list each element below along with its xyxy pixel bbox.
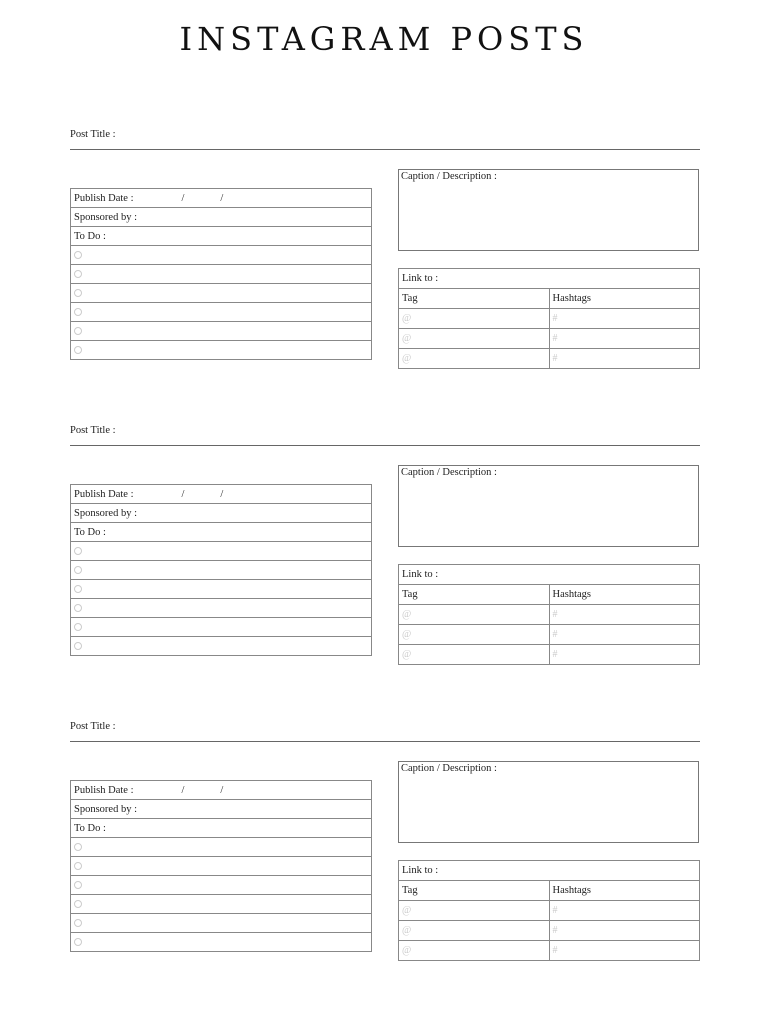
post-title-field[interactable] bbox=[70, 721, 700, 742]
post-title-label: Post Title : bbox=[70, 129, 116, 140]
circle-icon[interactable] bbox=[74, 308, 82, 316]
tag-header: Tag bbox=[399, 585, 550, 605]
link-to-label: Link to : bbox=[402, 569, 439, 580]
hash-icon: # bbox=[552, 945, 558, 956]
todo-item[interactable] bbox=[71, 838, 372, 857]
caption-label: Caption / Description : bbox=[401, 171, 497, 182]
date-separator: / bbox=[181, 784, 185, 796]
publish-date-field[interactable] bbox=[71, 189, 372, 208]
hashtags-header: Hashtags bbox=[549, 881, 700, 901]
circle-icon[interactable] bbox=[74, 642, 82, 650]
at-icon: @ bbox=[402, 609, 412, 620]
sponsored-by-label: Sponsored by : bbox=[74, 211, 137, 223]
hashtag-item[interactable] bbox=[549, 349, 700, 369]
todo-item[interactable] bbox=[71, 599, 372, 618]
at-icon: @ bbox=[402, 945, 412, 956]
sponsored-by-label: Sponsored by : bbox=[74, 507, 137, 519]
at-icon: @ bbox=[402, 905, 412, 916]
at-icon: @ bbox=[402, 313, 412, 324]
circle-icon[interactable] bbox=[74, 270, 82, 278]
circle-icon[interactable] bbox=[74, 623, 82, 631]
to-do-label: To Do : bbox=[74, 526, 106, 538]
todo-item[interactable] bbox=[71, 284, 372, 303]
hash-icon: # bbox=[552, 353, 558, 364]
link-to-label: Link to : bbox=[402, 865, 439, 876]
caption-box[interactable] bbox=[398, 169, 699, 251]
todo-item[interactable] bbox=[71, 618, 372, 637]
circle-icon[interactable] bbox=[74, 289, 82, 297]
page-title: INSTAGRAM POSTS bbox=[179, 20, 589, 58]
caption-label: Caption / Description : bbox=[401, 467, 497, 478]
caption-label: Caption / Description : bbox=[401, 763, 497, 774]
hash-icon: # bbox=[552, 925, 558, 936]
post-block-2 bbox=[0, 425, 768, 731]
todo-item[interactable] bbox=[71, 914, 372, 933]
hashtag-item[interactable] bbox=[549, 625, 700, 645]
post-block-3 bbox=[0, 721, 768, 1027]
publish-date-field[interactable] bbox=[71, 781, 372, 800]
at-icon: @ bbox=[402, 649, 412, 660]
date-separator: / bbox=[220, 488, 224, 500]
post-details-table bbox=[70, 484, 372, 656]
at-icon: @ bbox=[402, 925, 412, 936]
publish-date-field[interactable] bbox=[71, 485, 372, 504]
todo-item[interactable] bbox=[71, 303, 372, 322]
link-to-field[interactable] bbox=[399, 269, 700, 289]
hashtag-item[interactable] bbox=[549, 645, 700, 665]
hash-icon: # bbox=[552, 609, 558, 620]
hash-icon: # bbox=[552, 333, 558, 344]
tag-item[interactable] bbox=[399, 901, 550, 921]
link-to-label: Link to : bbox=[402, 273, 439, 284]
post-title-field[interactable] bbox=[70, 129, 700, 150]
post-block-1 bbox=[0, 129, 768, 435]
hashtag-item[interactable] bbox=[549, 921, 700, 941]
tag-item[interactable] bbox=[399, 605, 550, 625]
sponsored-by-field[interactable] bbox=[71, 504, 372, 523]
todo-item[interactable] bbox=[71, 542, 372, 561]
post-title-label: Post Title : bbox=[70, 425, 116, 436]
tag-item[interactable] bbox=[399, 309, 550, 329]
post-details-table bbox=[70, 780, 372, 952]
caption-box[interactable] bbox=[398, 761, 699, 843]
hash-icon: # bbox=[552, 649, 558, 660]
circle-icon[interactable] bbox=[74, 900, 82, 908]
publish-date-label: Publish Date : bbox=[74, 192, 134, 204]
todo-item[interactable] bbox=[71, 933, 372, 952]
todo-item[interactable] bbox=[71, 561, 372, 580]
to-do-header bbox=[71, 819, 372, 838]
to-do-header bbox=[71, 523, 372, 542]
todo-item[interactable] bbox=[71, 895, 372, 914]
at-icon: @ bbox=[402, 333, 412, 344]
tag-item[interactable] bbox=[399, 921, 550, 941]
hashtag-item[interactable] bbox=[549, 605, 700, 625]
to-do-label: To Do : bbox=[74, 230, 106, 242]
hashtags-header: Hashtags bbox=[549, 289, 700, 309]
post-title-label: Post Title : bbox=[70, 721, 116, 732]
date-separator: / bbox=[181, 488, 185, 500]
post-title-field[interactable] bbox=[70, 425, 700, 446]
circle-icon[interactable] bbox=[74, 604, 82, 612]
tag-item[interactable] bbox=[399, 941, 550, 961]
hashtag-item[interactable] bbox=[549, 941, 700, 961]
todo-item[interactable] bbox=[71, 322, 372, 341]
link-to-field[interactable] bbox=[399, 565, 700, 585]
circle-icon[interactable] bbox=[74, 585, 82, 593]
todo-item[interactable] bbox=[71, 637, 372, 656]
link-tags-table bbox=[398, 268, 700, 369]
tag-item[interactable] bbox=[399, 645, 550, 665]
date-separator: / bbox=[181, 192, 185, 204]
to-do-header bbox=[71, 227, 372, 246]
hashtag-item[interactable] bbox=[549, 901, 700, 921]
sponsored-by-label: Sponsored by : bbox=[74, 803, 137, 815]
tag-item[interactable] bbox=[399, 329, 550, 349]
hash-icon: # bbox=[552, 905, 558, 916]
date-separator: / bbox=[220, 192, 224, 204]
circle-icon[interactable] bbox=[74, 938, 82, 946]
link-tags-table bbox=[398, 564, 700, 665]
circle-icon[interactable] bbox=[74, 251, 82, 259]
at-icon: @ bbox=[402, 629, 412, 640]
sponsored-by-field[interactable] bbox=[71, 208, 372, 227]
caption-box[interactable] bbox=[398, 465, 699, 547]
todo-item[interactable] bbox=[71, 876, 372, 895]
circle-icon[interactable] bbox=[74, 862, 82, 870]
circle-icon[interactable] bbox=[74, 843, 82, 851]
hashtag-item[interactable] bbox=[549, 329, 700, 349]
todo-item[interactable] bbox=[71, 246, 372, 265]
publish-date-label: Publish Date : bbox=[74, 488, 134, 500]
circle-icon[interactable] bbox=[74, 327, 82, 335]
link-tags-table bbox=[398, 860, 700, 961]
hash-icon: # bbox=[552, 629, 558, 640]
post-details-table bbox=[70, 188, 372, 360]
circle-icon[interactable] bbox=[74, 919, 82, 927]
tag-header: Tag bbox=[399, 881, 550, 901]
link-to-field[interactable] bbox=[399, 861, 700, 881]
date-separator: / bbox=[220, 784, 224, 796]
circle-icon[interactable] bbox=[74, 547, 82, 555]
publish-date-label: Publish Date : bbox=[74, 784, 134, 796]
hashtag-item[interactable] bbox=[549, 309, 700, 329]
circle-icon[interactable] bbox=[74, 346, 82, 354]
circle-icon[interactable] bbox=[74, 881, 82, 889]
tag-header: Tag bbox=[399, 289, 550, 309]
hashtags-header: Hashtags bbox=[549, 585, 700, 605]
todo-item[interactable] bbox=[71, 580, 372, 599]
todo-item[interactable] bbox=[71, 857, 372, 876]
todo-item[interactable] bbox=[71, 341, 372, 360]
circle-icon[interactable] bbox=[74, 566, 82, 574]
tag-item[interactable] bbox=[399, 625, 550, 645]
todo-item[interactable] bbox=[71, 265, 372, 284]
to-do-label: To Do : bbox=[74, 822, 106, 834]
hash-icon: # bbox=[552, 313, 558, 324]
at-icon: @ bbox=[402, 353, 412, 364]
tag-item[interactable] bbox=[399, 349, 550, 369]
sponsored-by-field[interactable] bbox=[71, 800, 372, 819]
